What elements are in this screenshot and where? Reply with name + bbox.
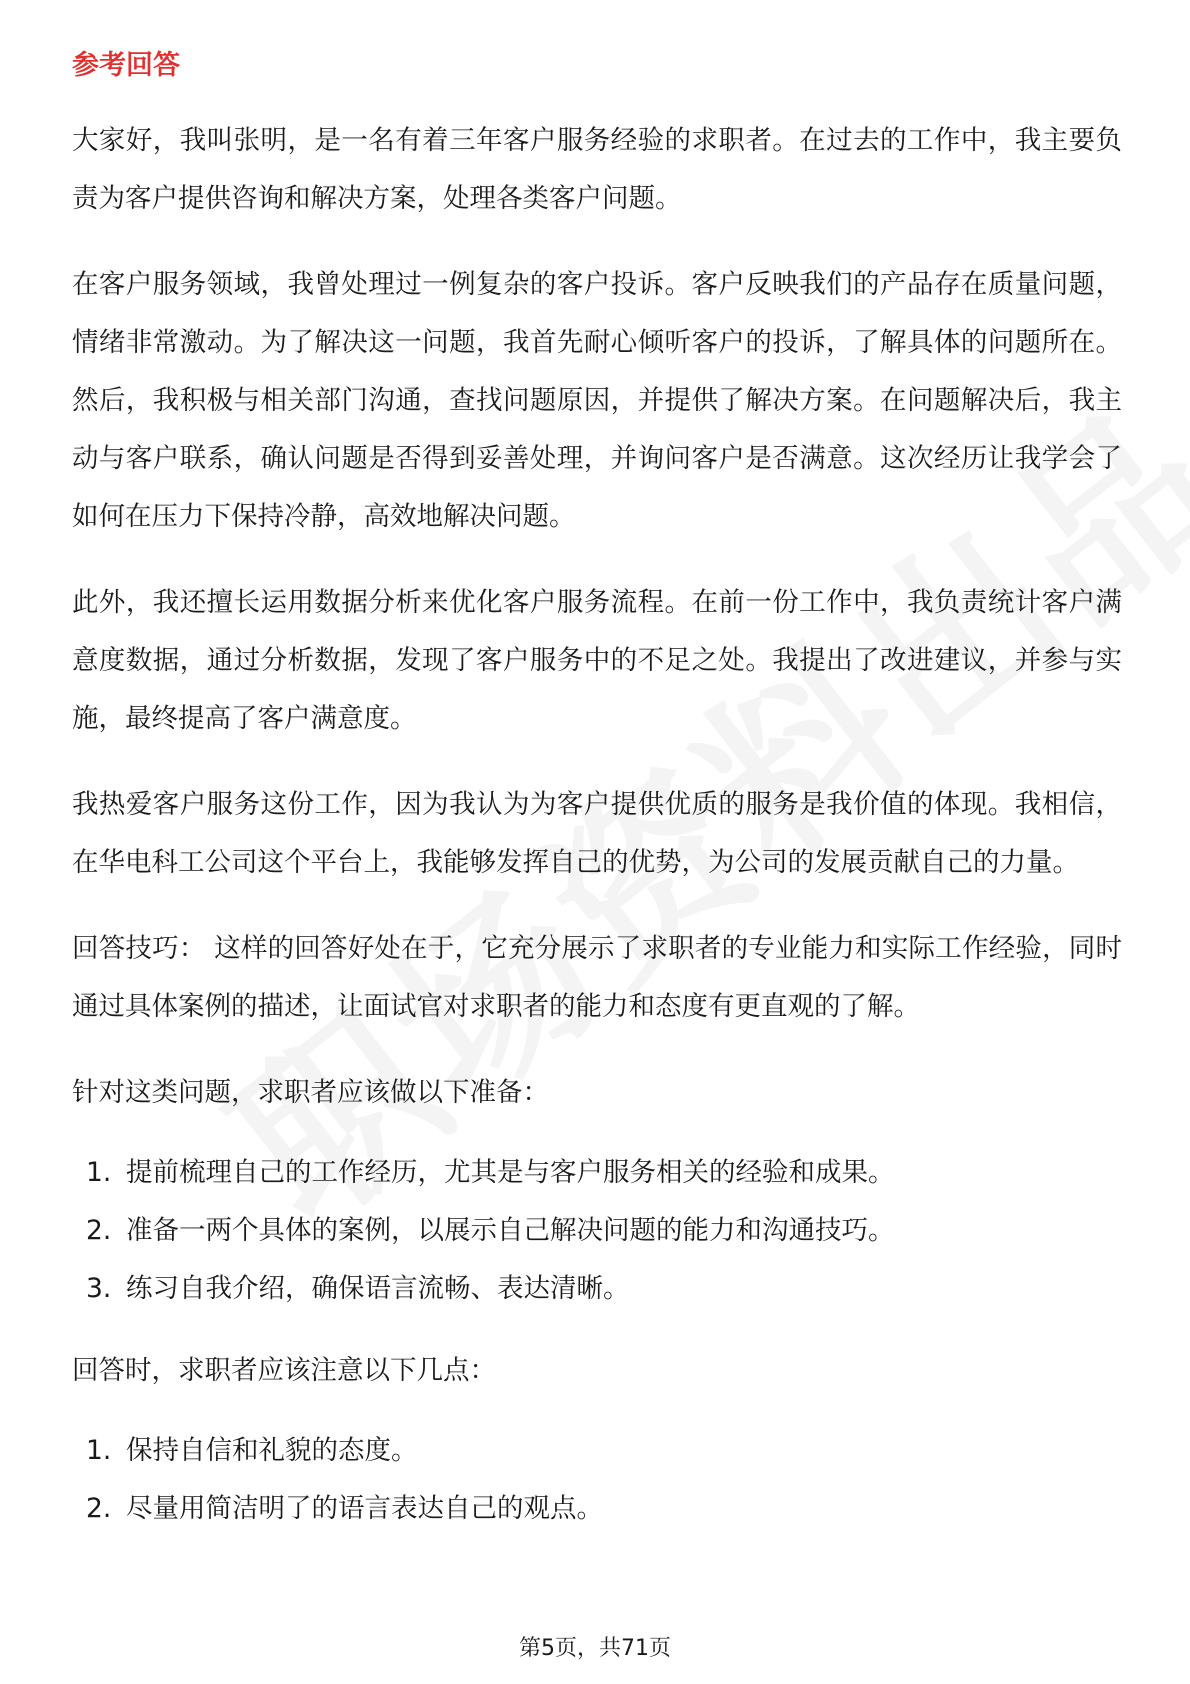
list-item: 1. 保持自信和礼貌的态度。 [86, 1435, 418, 1466]
section-heading: 参考回答 [72, 50, 180, 81]
paragraph-case: 在客户服务领域，我曾处理过一例复杂的客户投诉。客户反映我们的产品存在质量问题，情绪非常激动。为了解决这一问题，我首先耐心倾听客户的投诉，了解具体的问题所在。然后，我积极与相关部门沟通，查找问题原因，并提供了解决方案。在问题解决后，我主动与客户联系，确认问题是否得到妥善处理，并询问客户是否满意。这次经历让我学会了如何在压力下保持冷静，高效地解决问题。 [72, 269, 1122, 532]
list-item: 1. 提前梳理自己的工作经历，尤其是与客户服务相关的经验和成果。 [86, 1157, 895, 1188]
list-item: 2. 尽量用简洁明了的语言表达自己的观点。 [86, 1493, 603, 1524]
list-item: 2. 准备一两个具体的案例，以展示自己解决问题的能力和沟通技巧。 [86, 1215, 895, 1246]
prep-list [72, 1144, 1122, 1318]
paragraph-prep-intro: 针对这类问题，求职者应该做以下准备： [72, 1077, 549, 1108]
list-item: 3. 练习自我介绍，确保语言流畅、表达清晰。 [86, 1273, 630, 1304]
paragraph-tips: 回答技巧： 这样的回答好处在于，它充分展示了求职者的专业能力和实际工作经验，同时通过具体案例的描述，让面试官对求职者的能力和态度有更直观的了解。 [72, 933, 1122, 1022]
page-number: 第5页，共71页 [519, 1636, 671, 1661]
paragraph-notes-intro: 回答时，求职者应该注意以下几点： [72, 1355, 496, 1386]
page-content [72, 46, 1122, 1562]
paragraph-passion: 我热爱客户服务这份工作，因为我认为为客户提供优质的服务是我价值的体现。我相信，在华电科工公司这个平台上，我能够发挥自己的优势，为公司的发展贡献自己的力量。 [72, 789, 1122, 878]
notes-list [72, 1422, 1122, 1538]
paragraph-intro: 大家好，我叫张明，是一名有着三年客户服务经验的求职者。在过去的工作中，我主要负责为客户提供咨询和解决方案，处理各类客户问题。 [72, 125, 1122, 214]
paragraph-data-analysis: 此外，我还擅长运用数据分析来优化客户服务流程。在前一份工作中，我负责统计客户满意度数据，通过分析数据，发现了客户服务中的不足之处。我提出了改进建议，并参与实施，最终提高了客户满意度。 [72, 587, 1122, 734]
